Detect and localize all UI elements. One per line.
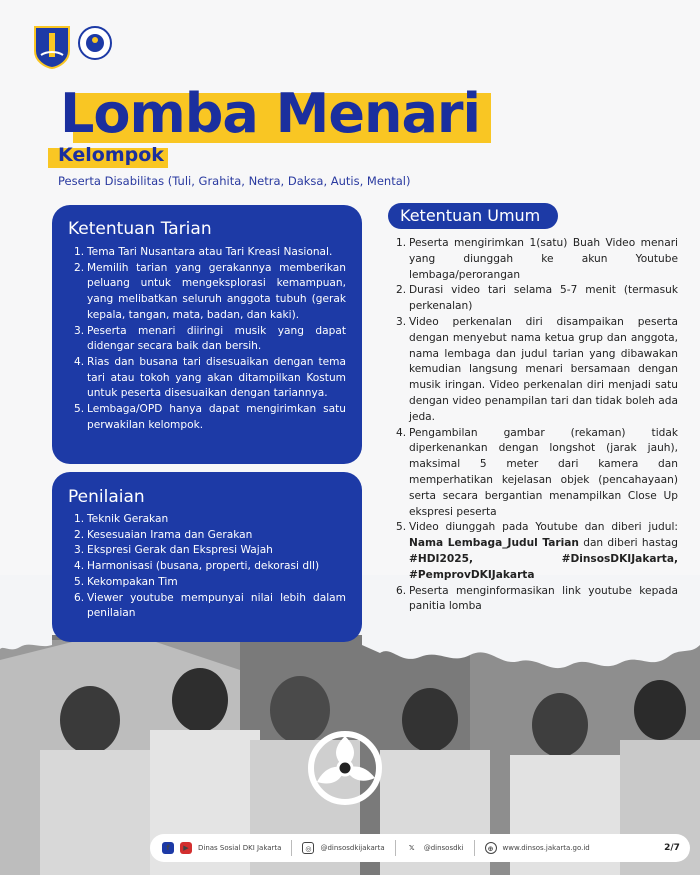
- list-item: 1. Tema Tari Nusantara atau Tari Kreasi Nasional.: [74, 246, 333, 258]
- list-item: 3. Video perkenalan diri disampaikan peserta dengan menyebut nama ketua grup dan anggota, nama lembaga dan judul tarian yang dibawakan kemudian langsung menari bersamaan dengan musik iringan. Video perkenalan diri menjadi satu dengan video penampilan tari dan tidak boleh ada jeda.: [396, 315, 678, 423]
- jakarta-crest-icon: [33, 25, 71, 69]
- list-item: 4. Harmonisasi (busana, properti, dekorasi dll): [74, 560, 320, 573]
- ketentuan-tarian-heading: Ketentuan Tarian: [68, 219, 212, 239]
- page-number: 2/7: [655, 838, 689, 858]
- footer-divider: [474, 840, 475, 856]
- list-item: 3. Ekspresi Gerak dan Ekspresi Wajah: [74, 544, 273, 557]
- footer-facebook-youtube: Dinas Sosial DKI Jakarta: [198, 844, 282, 852]
- penilaian-card: [52, 472, 362, 642]
- list-item: 1. Teknik Gerakan: [74, 513, 169, 525]
- list-item: 5. Lembaga/OPD hanya dapat mengirimkan satu perwakilan kelompok.: [74, 403, 346, 431]
- list-item: 2. Memilih tarian yang gerakannya memberikan peluang untuk mengeksplorasi kemampuan, yang melibatkan seluruh anggota tubuh (gerak kepala, tangan, mata, badan, dan kaki).: [74, 261, 346, 321]
- event-emblem-icon: [305, 728, 385, 808]
- footer-instagram: @dinsosdkijakarta: [320, 844, 385, 852]
- list-item: 6. Peserta menginformasikan link youtube kepada panitia lomba: [396, 584, 678, 613]
- x-icon[interactable]: 𝕏: [406, 842, 418, 854]
- list-item: 4. Rias dan busana tari disesuaikan dengan tema tari atau tokoh yang akan ditampilkan Kostum untuk peserta disesuaikan dengan tariannya.: [74, 355, 346, 400]
- footer-divider: [395, 840, 396, 856]
- ketentuan-umum-list: [396, 236, 678, 615]
- ketentuan-tarian-card: [52, 205, 362, 464]
- footer-x: @dinsosdki: [423, 844, 464, 852]
- list-item: 4. Pengambilan gambar (rekaman) tidak diperkenankan dengan longshot (jarak jauh), maksimal 5 meter dari kamera dan memperhatikan kejelasan objek (pencahayaan) serta secara bergantian menampilkan Close Up ekspresi peserta: [396, 426, 678, 518]
- list-item: 3. Peserta menari diiringi musik yang dapat didengar secara baik dan bersih.: [74, 324, 346, 353]
- list-item: 5. Video diunggah pada Youtube dan diberi judul: Nama Lembaga_Judul Tarian dan diberi hastag #HDI2025, #DinsosDKIJakarta, #PemprovDKIJakarta: [396, 521, 679, 581]
- penilaian-list: [74, 512, 346, 622]
- list-item: 5. Kekompakan Tim: [74, 575, 178, 588]
- penilaian-heading: Penilaian: [68, 487, 145, 507]
- list-item: 6. Viewer youtube mempunyai nilai lebih dalam penilaian: [74, 591, 346, 620]
- list-item: 2. Durasi video tari selama 5-7 menit (termasuk perkenalan): [396, 284, 678, 313]
- dinsos-logo-icon: [77, 25, 113, 61]
- facebook-icon[interactable]: f: [162, 842, 174, 854]
- page-subtitle: Kelompok: [58, 144, 164, 166]
- youtube-icon[interactable]: ▶: [180, 842, 192, 854]
- ketentuan-tarian-list: [74, 245, 346, 433]
- ketentuan-umum-heading: Ketentuan Umum: [400, 206, 541, 225]
- list-item: 2. Kesesuaian Irama dan Gerakan: [74, 528, 253, 541]
- footer-bar: [150, 834, 690, 862]
- footer-divider: [291, 840, 292, 856]
- participants-text: Peserta Disabilitas (Tuli, Grahita, Netra, Daksa, Autis, Mental): [58, 174, 411, 188]
- instagram-icon[interactable]: ◎: [302, 842, 314, 854]
- globe-icon[interactable]: ⊕: [485, 842, 497, 854]
- footer-website: www.dinsos.jakarta.go.id: [502, 844, 590, 852]
- page-title: Lomba Menari: [60, 82, 481, 145]
- list-item: 1. Peserta mengirimkan 1(satu) Buah Video menari yang diunggah ke akun Youtube lembaga/perorangan: [396, 237, 678, 281]
